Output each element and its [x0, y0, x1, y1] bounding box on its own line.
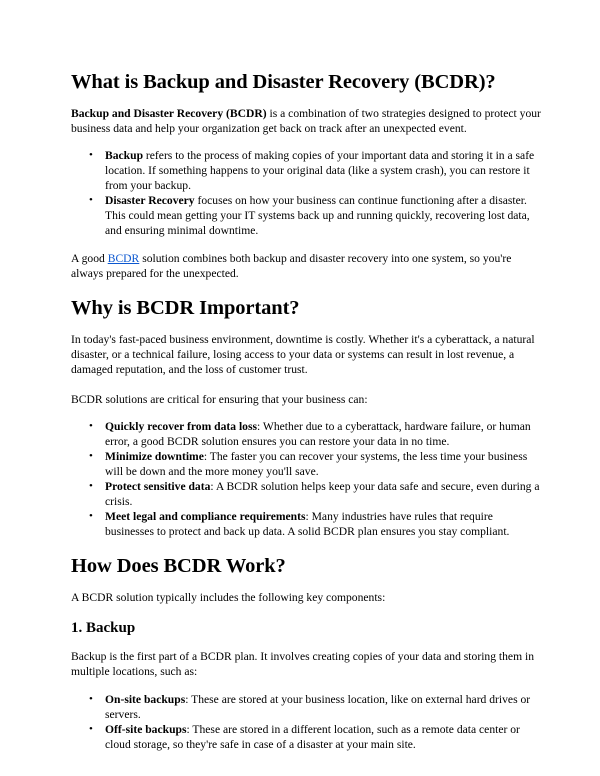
list-item-term: Disaster Recovery — [105, 194, 195, 207]
list-item-term: On-site backups — [105, 693, 186, 706]
list-item-text: : These are stored at your business location, like on external hard drives or servers. — [105, 693, 531, 721]
good-bcdr-after: solution combines both backup and disaster recovery into one system, so you're always prepared for the unexpected. — [71, 252, 512, 280]
list-item — [71, 722, 541, 752]
list-item-term: Protect sensitive data — [105, 480, 211, 493]
good-bcdr-paragraph — [71, 251, 541, 281]
intro-bullet-list — [71, 148, 541, 238]
intro-term: Backup and Disaster Recovery (BCDR) — [71, 107, 267, 120]
intro-paragraph — [71, 106, 541, 136]
backup-paragraph: Backup is the first part of a BCDR plan. It involves creating copies of your data and storing them in multiple locations, such as: — [71, 650, 535, 678]
intro-text: is a combination of two strategies designed to protect your business data and help your organization get back on track after an unexpected event. — [71, 107, 541, 135]
list-item-text: : A BCDR solution helps keep your data safe and secure, even during a crisis. — [105, 480, 540, 508]
bullet-icon: • — [89, 693, 93, 705]
list-item-text: : Whether due to a cyberattack, hardware failure, or human error, a good BCDR solution ensures you can restore your data in no time. — [105, 420, 531, 448]
list-item-text: : These are stored in a different location, such as a remote data center or cloud storage, so they're safe in case of a disaster at your main site. — [105, 723, 520, 751]
list-item-text: focuses on how your business can continue functioning after a disaster. This could mean getting your IT systems back up and running quickly, recovering lost data, and ensuring minimal downtime. — [105, 194, 530, 237]
how-heading: How Does BCDR Work? — [71, 555, 286, 577]
why-paragraph-1: In today's fast-paced business environment, downtime is costly. Whether it's a cyberattack, a natural disaster, or a technical failure, losing access to your data or systems can result in lost revenue, a damaged reputation, and the loss of customer trust. — [71, 333, 535, 376]
list-item-term: Minimize downtime — [105, 450, 204, 463]
bullet-icon: • — [89, 149, 93, 161]
why-bullet-list — [71, 419, 541, 539]
list-item — [71, 193, 541, 238]
bullet-icon: • — [89, 420, 93, 432]
list-item-text: : The faster you can recover your systems, the less time your business will be down and the more money you'll save. — [105, 450, 528, 478]
list-item — [71, 509, 541, 539]
list-item — [71, 148, 541, 193]
list-item — [71, 449, 541, 479]
list-item-text: refers to the process of making copies of your important data and storing it in a safe location. If something happens to your original data (like a system crash), you can restore it from your backup. — [105, 149, 535, 192]
why-paragraph-2: BCDR solutions are critical for ensuring that your business can: — [71, 393, 368, 406]
bullet-icon: • — [89, 194, 93, 206]
list-item — [71, 692, 541, 722]
bullet-icon: • — [89, 510, 93, 522]
list-item — [71, 419, 541, 449]
list-item — [71, 479, 541, 509]
page-title: What is Backup and Disaster Recovery (BCDR)? — [71, 71, 496, 93]
backup-bullet-list — [71, 692, 541, 752]
bullet-icon: • — [89, 450, 93, 462]
list-item-term: Meet legal and compliance requirements — [105, 510, 306, 523]
good-bcdr-before: A good — [71, 252, 108, 265]
bcdr-link[interactable]: BCDR — [107, 252, 140, 265]
how-paragraph: A BCDR solution typically includes the following key components: — [71, 591, 386, 604]
why-heading: Why is BCDR Important? — [71, 297, 300, 319]
list-item-term: Quickly recover from data loss — [105, 420, 257, 433]
list-item-term: Off-site backups — [105, 723, 187, 736]
bullet-icon: • — [89, 723, 93, 735]
list-item-term: Backup — [105, 149, 144, 162]
list-item-text: : Many industries have rules that require businesses to protect and back up data. A solid BCDR plan ensures you stay compliant. — [105, 510, 510, 538]
backup-subheading: 1. Backup — [71, 620, 136, 636]
bullet-icon: • — [89, 480, 93, 492]
document-content — [71, 70, 541, 752]
